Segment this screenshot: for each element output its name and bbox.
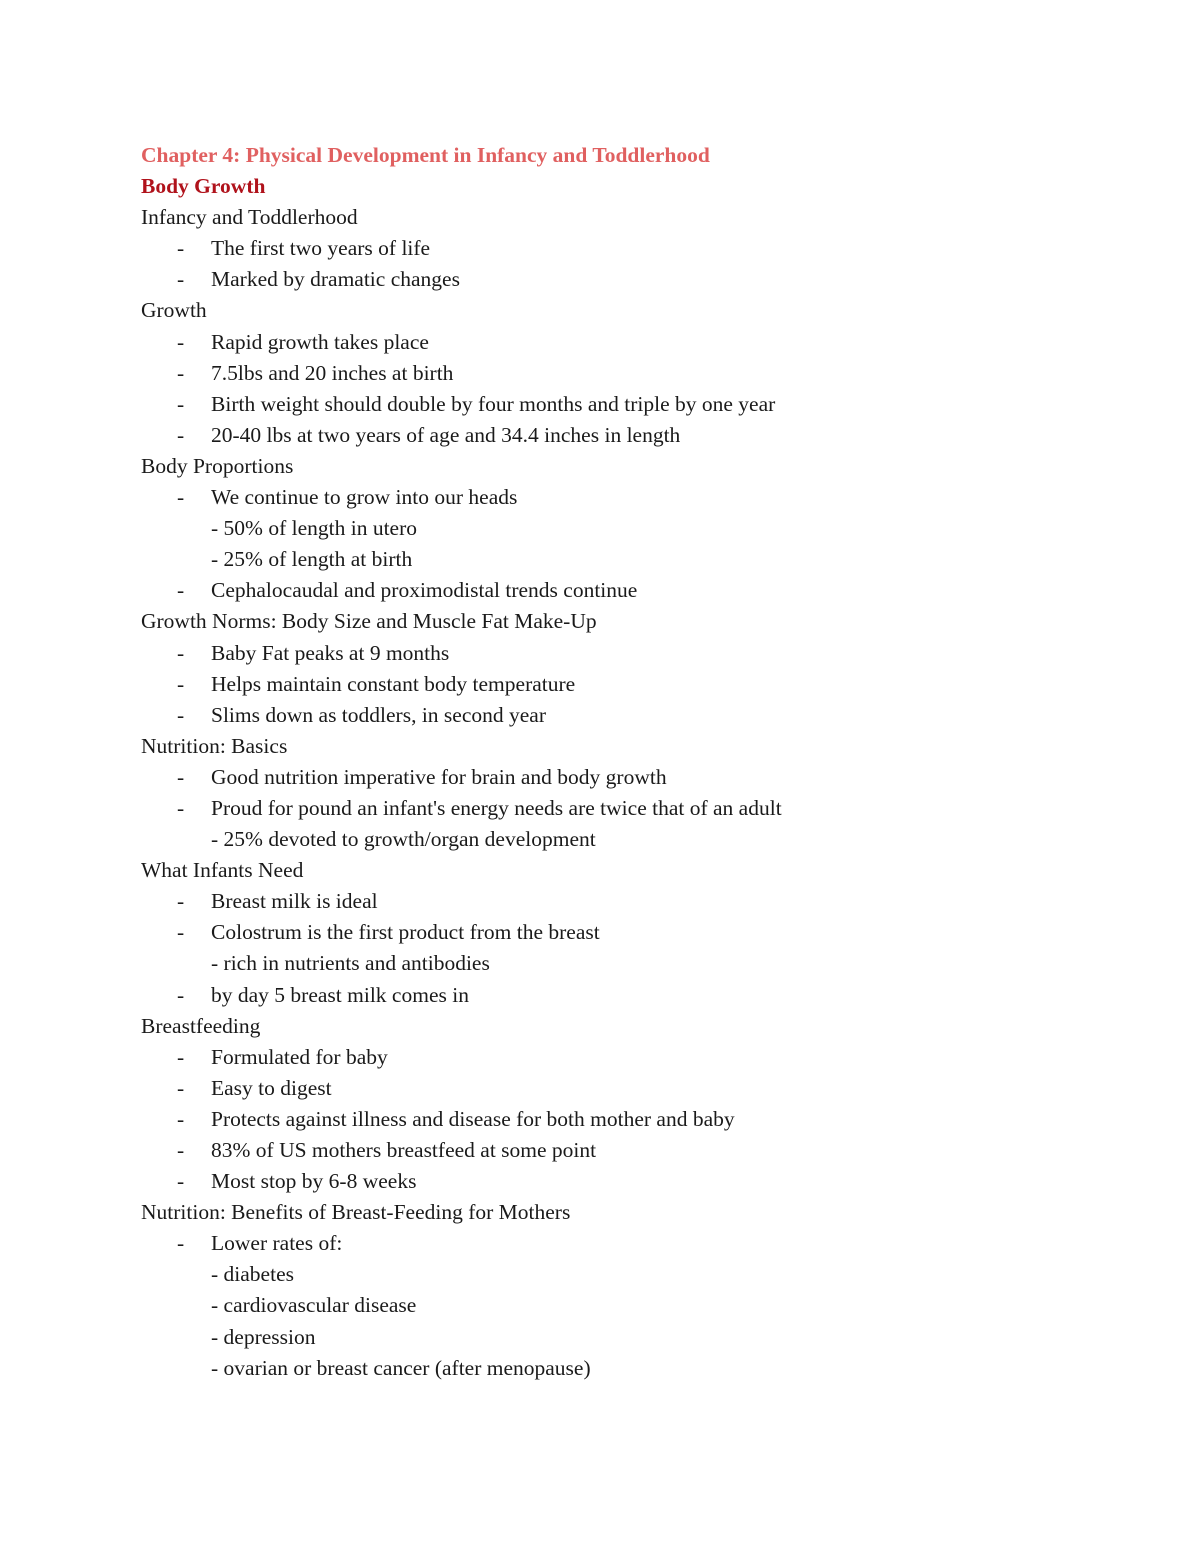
topic-heading: Infancy and Toddlerhood xyxy=(141,205,358,230)
bullet-text: Rapid growth takes place xyxy=(211,329,429,354)
bullet-text: Most stop by 6-8 weeks xyxy=(211,1169,417,1194)
sub-bullet-item: - 50% of length in utero xyxy=(211,516,417,541)
bullet-dash: - xyxy=(177,795,185,820)
bullet-dash: - xyxy=(177,1106,185,1131)
bullet-text: Lower rates of: xyxy=(211,1231,343,1256)
topic-heading: Growth Norms: Body Size and Muscle Fat Make-Up xyxy=(141,609,597,634)
sub-bullet-item: - 25% devoted to growth/organ development xyxy=(211,827,596,852)
bullet-dash: - xyxy=(177,982,185,1007)
bullet-text: Formulated for baby xyxy=(211,1044,388,1069)
bullet-item xyxy=(141,1166,1101,1197)
bullet-text: Slims down as toddlers, in second year xyxy=(211,702,546,727)
topic-heading: Body Proportions xyxy=(141,453,294,478)
bullet-text: Colostrum is the first product from the breast xyxy=(211,920,600,945)
bullet-item xyxy=(141,886,1101,917)
bullet-item xyxy=(141,327,1101,358)
bullet-dash: - xyxy=(177,1044,185,1069)
bullet-item xyxy=(141,1042,1101,1073)
bullet-text: by day 5 breast milk comes in xyxy=(211,982,469,1007)
bullet-item xyxy=(141,980,1101,1011)
bullet-item xyxy=(141,358,1101,389)
bullet-item xyxy=(141,638,1101,669)
bullet-text: Birth weight should double by four months and triple by one year xyxy=(211,391,776,416)
bullet-item xyxy=(141,762,1101,793)
bullet-dash: - xyxy=(177,1138,185,1162)
bullet-text: Proud for pound an infant's energy needs are twice that of an adult xyxy=(211,795,782,820)
bullet-item xyxy=(141,264,1101,295)
bullet-text: Marked by dramatic changes xyxy=(211,267,460,292)
topic-heading: What Infants Need xyxy=(141,858,304,883)
bullet-dash: - xyxy=(177,702,185,727)
bullet-item xyxy=(141,575,1101,606)
bullet-text: Easy to digest xyxy=(211,1075,332,1100)
bullet-item xyxy=(141,700,1101,731)
bullet-text: Protects against illness and disease for both mother and baby xyxy=(211,1106,735,1131)
bullet-dash: - xyxy=(177,578,185,603)
bullet-dash: - xyxy=(177,360,185,385)
bullet-item xyxy=(141,917,1101,948)
bullet-text: 7.5lbs and 20 inches at birth xyxy=(211,360,454,385)
bullet-item xyxy=(141,233,1101,264)
sub-bullet-item: - 25% of length at birth xyxy=(211,547,413,572)
bullet-dash: - xyxy=(177,1169,185,1194)
topic-heading: Nutrition: Benefits of Breast-Feeding for Mothers xyxy=(141,1200,571,1225)
sub-bullet-item: - rich in nutrients and antibodies xyxy=(211,951,490,976)
topic-heading: Growth xyxy=(141,298,207,323)
bullet-item xyxy=(141,1104,1101,1135)
bullet-dash: - xyxy=(177,236,185,261)
topic-heading: Breastfeeding xyxy=(141,1013,261,1038)
sub-bullet-item: - diabetes xyxy=(211,1262,294,1287)
bullet-item xyxy=(141,1228,1101,1259)
bullet-text: 83% of US mothers breastfeed at some point xyxy=(211,1138,597,1162)
section-title: Body Growth xyxy=(141,174,266,199)
bullet-text: 20-40 lbs at two years of age and 34.4 inches in length xyxy=(211,422,681,447)
topic-heading: Nutrition: Basics xyxy=(141,733,288,758)
chapter-title: Chapter 4: Physical Development in Infancy and Toddlerhood xyxy=(141,143,710,167)
bullet-text: Breast milk is ideal xyxy=(211,889,378,914)
sub-bullet-item: - ovarian or breast cancer (after menopause) xyxy=(211,1355,591,1380)
bullet-item xyxy=(141,1073,1101,1104)
bullet-item xyxy=(141,793,1101,824)
bullet-item xyxy=(141,482,1101,513)
bullet-text: The first two years of life xyxy=(211,236,431,261)
sub-bullet-item: - depression xyxy=(211,1324,316,1349)
bullet-dash: - xyxy=(177,267,185,292)
bullet-text: Helps maintain constant body temperature xyxy=(211,671,576,696)
bullet-text: We continue to grow into our heads xyxy=(211,485,518,510)
bullet-dash: - xyxy=(177,920,185,945)
notes-body xyxy=(141,202,1101,1384)
bullet-text: Good nutrition imperative for brain and body growth xyxy=(211,764,667,789)
bullet-dash: - xyxy=(177,391,185,416)
bullet-dash: - xyxy=(177,1075,185,1100)
bullet-item xyxy=(141,420,1101,451)
bullet-item xyxy=(141,389,1101,420)
bullet-text: Baby Fat peaks at 9 months xyxy=(211,640,450,665)
bullet-dash: - xyxy=(177,1231,185,1256)
bullet-text: Cephalocaudal and proximodistal trends continue xyxy=(211,578,638,603)
document-page xyxy=(141,140,1101,1384)
bullet-dash: - xyxy=(177,671,185,696)
sub-bullet-item: - cardiovascular disease xyxy=(211,1293,417,1318)
bullet-dash: - xyxy=(177,889,185,914)
bullet-dash: - xyxy=(177,422,185,447)
bullet-dash: - xyxy=(177,640,185,665)
bullet-item xyxy=(141,669,1101,700)
bullet-item xyxy=(141,1135,1101,1166)
bullet-dash: - xyxy=(177,329,185,354)
bullet-dash: - xyxy=(177,764,185,789)
bullet-dash: - xyxy=(177,485,185,510)
